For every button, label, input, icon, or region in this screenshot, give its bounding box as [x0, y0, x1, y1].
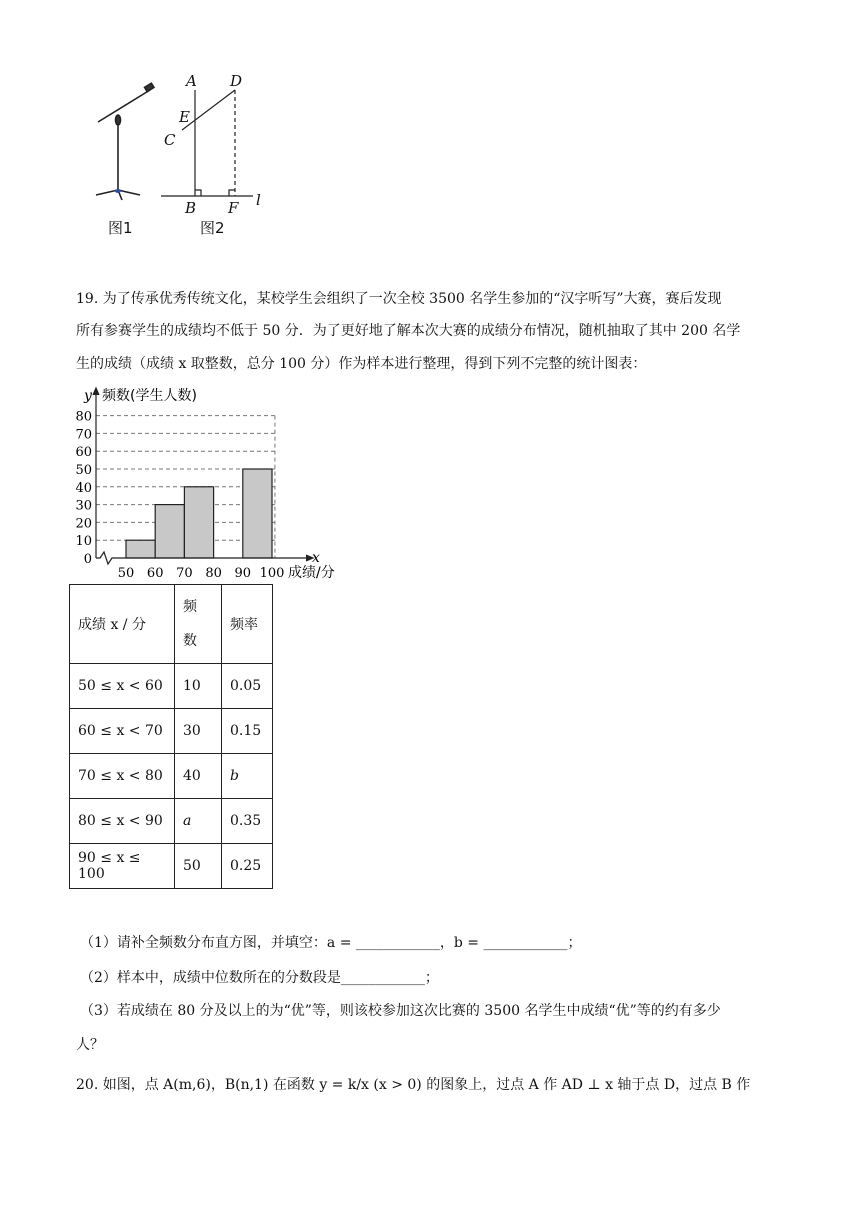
x-tick-label: 100 — [259, 566, 285, 581]
table-row — [70, 754, 273, 799]
cell-freq: 0.25 — [222, 844, 273, 889]
histogram-chart — [60, 380, 360, 585]
cell-freq: 0.05 — [222, 664, 273, 709]
table-row — [70, 709, 273, 754]
label-l: l — [256, 191, 261, 209]
cell-count: 40 — [175, 754, 222, 799]
x-tick-label: 60 — [146, 566, 164, 581]
y-axis-letter: y — [84, 388, 92, 404]
histogram-bar — [126, 540, 155, 558]
header-count — [175, 585, 222, 664]
cell-range: 90 ≤ x ≤ 100 — [70, 844, 175, 889]
subquestion-3-line1: （3）若成绩在 80 分及以上的为“优”等，则该校参加这次比赛的 3500 名学生中成绩“优”等的约有多少 — [80, 1003, 721, 1019]
histogram-bar — [155, 505, 184, 558]
x-tick-label: 50 — [117, 566, 135, 581]
y-tick-label: 50 — [75, 463, 92, 478]
cell-range: 70 ≤ x < 80 — [70, 754, 175, 799]
y-tick-label: 0 — [83, 552, 92, 567]
label-B: B — [185, 199, 197, 217]
x-tick-label: 70 — [176, 566, 193, 581]
cell-count: a — [175, 799, 222, 844]
y-tick-label: 80 — [75, 409, 92, 425]
x-axis-label: 成绩/分 — [288, 565, 335, 581]
caption-fig1: 图1 — [108, 219, 133, 237]
y-tick-label: 40 — [75, 480, 92, 496]
y-tick-label: 30 — [75, 498, 92, 514]
subquestion-3-line2: 人？ — [76, 1037, 104, 1053]
label-D: D — [230, 72, 243, 90]
histogram-bar — [243, 469, 272, 558]
cell-range: 50 ≤ x < 60 — [70, 664, 175, 709]
cell-freq: 0.15 — [222, 709, 273, 754]
header-score: 成绩 x / 分 — [70, 585, 175, 664]
header-frequency: 频率 — [222, 585, 273, 664]
q19-line3: 生的成绩（成绩 x 取整数，总分 100 分）作为样本进行整理，得到下列不完整的统计图表： — [76, 356, 647, 372]
q20-text: 20. 如图，点 A(m,6)，B(n,1) 在函数 y = k/x (x > 0) 的图象上，过点 A 作 AD ⊥ x 轴于点 D，过点 B 作 — [76, 1077, 751, 1093]
header-count-char2: 数 — [183, 633, 197, 649]
q19-line1: 19. 为了传承优秀传统文化，某校学生会组织了一次全校 3500 名学生参加的“汉字听写”大赛，赛后发现 — [76, 291, 722, 307]
label-E: E — [179, 108, 190, 126]
subquestion-1: （1）请补全频数分布直方图，并填空：a = ____________，b = ____________； — [80, 935, 582, 951]
y-tick-label: 10 — [75, 534, 92, 550]
subquestion-2: （2）样本中，成绩中位数所在的分数段是____________； — [80, 970, 439, 986]
x-tick-label: 90 — [234, 566, 252, 581]
header-count-char1: 频 — [183, 599, 197, 615]
table-row — [70, 844, 273, 889]
cell-freq: 0.35 — [222, 799, 273, 844]
cell-count: 30 — [175, 709, 222, 754]
x-tick-label: 80 — [205, 566, 222, 581]
y-tick-label: 70 — [75, 427, 92, 443]
table-header-row — [70, 585, 273, 664]
mic-stand-drawing — [96, 83, 154, 200]
y-axis-label: 频数(学生人数) — [102, 388, 197, 404]
figure-mic-stand — [88, 70, 278, 240]
y-tick-label: 60 — [75, 445, 92, 461]
x-axis-letter: x — [312, 550, 320, 566]
label-F: F — [228, 199, 239, 217]
q19-line2: 所有参赛学生的成绩均不低于 50 分．为了更好地了解本次大赛的成绩分布情况，随机抽取了其中 200 名学 — [76, 323, 741, 339]
histogram-bar — [184, 487, 213, 558]
cell-count: 50 — [175, 844, 222, 889]
label-C: C — [164, 131, 176, 149]
table-row — [70, 799, 273, 844]
cell-range: 80 ≤ x < 90 — [70, 799, 175, 844]
y-tick-label: 20 — [75, 516, 92, 532]
caption-fig2: 图2 — [200, 219, 225, 237]
label-A: A — [186, 72, 197, 90]
cell-freq: b — [222, 754, 273, 799]
table-row — [70, 664, 273, 709]
cell-range: 60 ≤ x < 70 — [70, 709, 175, 754]
frequency-table — [69, 584, 273, 889]
cell-count: 10 — [175, 664, 222, 709]
